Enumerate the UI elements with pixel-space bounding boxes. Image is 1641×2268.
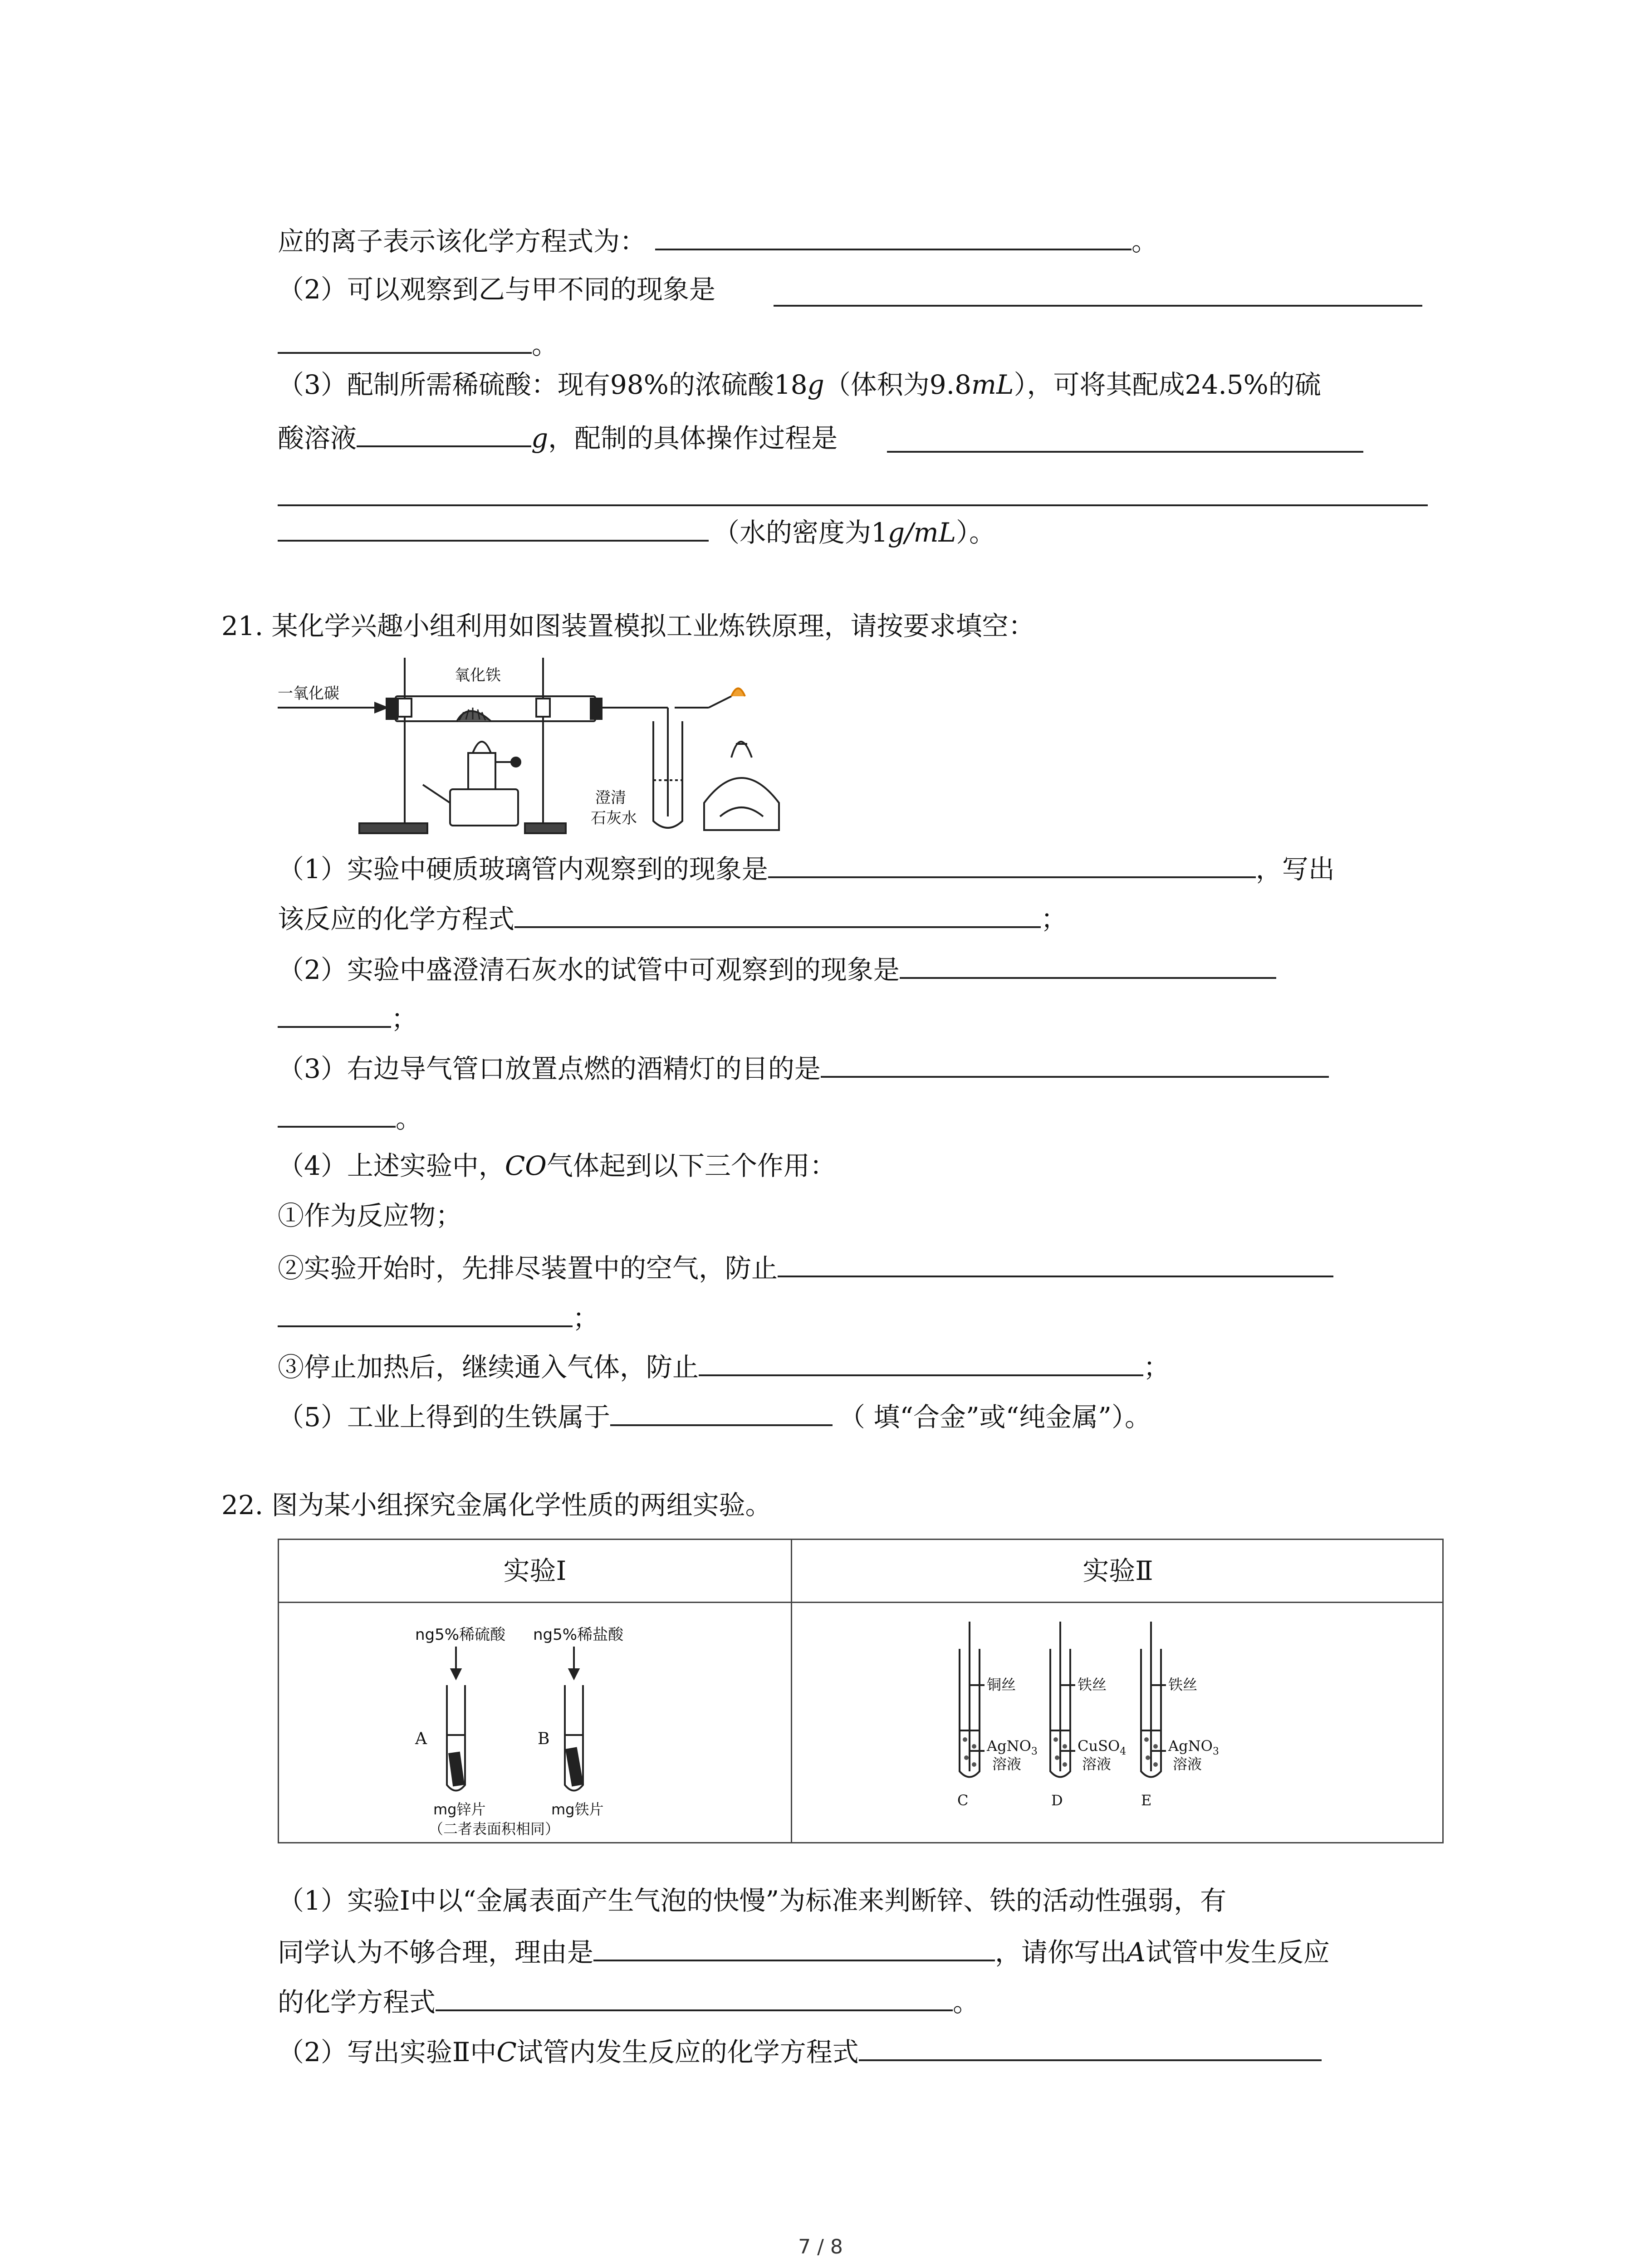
solution-label-e: 溶液	[1173, 1755, 1202, 1773]
dilute-hcl-label: ng5%稀盐酸	[533, 1626, 624, 1644]
page-number: 7 / 8	[798, 2235, 843, 2258]
dilute-h2so4-label: ng5%稀硫酸	[415, 1626, 506, 1644]
q20-punct: 。	[1132, 226, 1158, 257]
iron-sheet-label: mg铁片	[551, 1801, 604, 1818]
limewater-label-1: 澄清	[595, 789, 626, 807]
tube-a-label: A	[415, 1730, 427, 1748]
ironmaking-apparatus-figure	[278, 653, 836, 839]
limewater-label-2: 石灰水	[591, 809, 637, 827]
subscript-4: 4	[1120, 1746, 1127, 1757]
q20-p2-cont	[278, 324, 558, 363]
answer-blank[interactable]	[900, 949, 1276, 979]
answer-blank[interactable]	[514, 898, 1041, 928]
svg-text:AgNO3	[986, 1737, 1038, 1757]
agno3-label-e: AgNO	[1168, 1737, 1213, 1755]
q21-role2: ②实验开始时，先排尽装置中的空气，防止	[278, 1247, 1333, 1286]
q21-part4: （4）上述实验中，CO气体起到以下三个作用：	[278, 1150, 836, 1181]
agno3-label-c: AgNO	[987, 1737, 1031, 1755]
q20-part3-end: （水的密度为1g/mL）。	[278, 512, 995, 551]
q20-part3: （3）配制所需稀硫酸：现有98%的浓硫酸18g（体积为9.8mL），可将其配成24.5%的硫	[278, 369, 1321, 400]
answer-blank[interactable]	[278, 998, 391, 1028]
tube-d-label: D	[1051, 1792, 1063, 1809]
answer-blank[interactable]	[774, 277, 1422, 307]
experiment-1-figure	[406, 1613, 701, 1839]
answer-blank[interactable]	[357, 417, 531, 447]
subscript-3: 3	[1212, 1746, 1219, 1757]
q21-part3-cont: 。	[278, 1098, 422, 1137]
tube-c-label: C	[957, 1792, 969, 1809]
hard-glass-tube	[396, 696, 595, 721]
zinc-sheet-label: mg锌片	[433, 1801, 486, 1818]
q21-part2: （2）实验中盛澄清石灰水的试管中可观察到的现象是	[278, 949, 1276, 988]
header-experiment-1: 实验Ⅰ	[503, 1555, 567, 1586]
q20-p2-text: （2）可以观察到乙与甲不同的现象是	[278, 274, 715, 305]
solution-label-c: 溶液	[992, 1755, 1022, 1773]
q21-part1: （1）实验中硬质玻璃管内观察到的现象是 ，写出	[278, 848, 1335, 887]
q21-part3: （3）右边导气管口放置点燃的酒精灯的目的是	[278, 1048, 1329, 1087]
answer-blank[interactable]	[278, 512, 709, 542]
q21-role2-cont: ；	[278, 1297, 599, 1336]
answer-blank[interactable]	[278, 324, 532, 354]
co-label: 一氧化碳	[278, 684, 339, 703]
answer-blank[interactable]	[278, 1098, 396, 1128]
tube-e-label: E	[1141, 1792, 1152, 1809]
experiment-2-figure	[950, 1622, 1323, 1812]
svg-text:AgNO3	[1168, 1737, 1219, 1757]
copper-wire-label: 铜丝	[987, 1676, 1016, 1693]
answer-blank[interactable]	[859, 2031, 1322, 2061]
answer-blank[interactable]	[593, 1931, 995, 1961]
q20-part3-cont: 酸溶液 g，配制的具体操作过程是	[278, 417, 838, 456]
q21-part5: （5）工业上得到的生铁属于 （ 填“合金”或“纯金属”）。	[278, 1396, 1151, 1435]
answer-blank[interactable]	[278, 477, 1428, 506]
q20-punct: 。	[532, 329, 558, 360]
answer-blank[interactable]	[821, 1048, 1329, 1078]
q20-line1	[278, 220, 1158, 259]
iron-wire-label-e: 铁丝	[1168, 1676, 1198, 1693]
answer-blank[interactable]	[699, 1346, 1143, 1376]
solution-label-d: 溶液	[1082, 1755, 1112, 1773]
q20-part2	[278, 271, 715, 308]
answer-blank[interactable]	[278, 1297, 573, 1327]
answer-blank[interactable]	[655, 220, 1132, 250]
header-experiment-2: 实验Ⅱ	[1083, 1555, 1153, 1586]
q22-part2: （2）写出实验Ⅱ中C试管内发生反应的化学方程式	[278, 2031, 1322, 2070]
q22-part1-cont: 同学认为不够合理，理由是 ，请你写出A试管中发生反应	[278, 1931, 1330, 1970]
answer-blank[interactable]	[768, 848, 1256, 878]
q22-part1-end: 的化学方程式 。	[278, 1981, 979, 2020]
svg-text:CuSO4	[1078, 1737, 1126, 1757]
q21-part2-cont: ；	[278, 998, 417, 1037]
q21-part1-cont: 该反应的化学方程式 ；	[278, 898, 1067, 937]
q22-part1: （1）实验Ⅰ中以“金属表面产生气泡的快慢”为标准来判断锌、铁的活动性强弱，有	[278, 1885, 1227, 1916]
tube-b-label: B	[538, 1730, 550, 1748]
answer-blank[interactable]	[778, 1247, 1333, 1277]
q21-role1: ①作为反应物；	[278, 1200, 462, 1231]
cuso4-label: CuSO	[1078, 1737, 1120, 1755]
answer-blank[interactable]	[610, 1396, 833, 1426]
q21-role3: ③停止加热后，继续通入气体，防止 ；	[278, 1346, 1170, 1385]
iron-wire-label-d: 铁丝	[1078, 1676, 1107, 1693]
iron-oxide-label: 氧化铁	[455, 666, 501, 684]
answer-blank[interactable]	[887, 423, 1363, 453]
experiment-table	[278, 1539, 1444, 1843]
subscript-3: 3	[1031, 1746, 1038, 1757]
q20-text: 应的离子表示该化学方程式为：	[278, 226, 647, 257]
answer-blank[interactable]	[436, 1981, 953, 2011]
q22-stem: 22. 图为某小组探究金属化学性质的两组实验。	[221, 1490, 772, 1520]
same-area-note: （二者表面积相同）	[429, 1820, 560, 1838]
q21-stem: 21. 某化学兴趣小组利用如图装置模拟工业炼铁原理，请按要求填空：	[221, 611, 1035, 641]
